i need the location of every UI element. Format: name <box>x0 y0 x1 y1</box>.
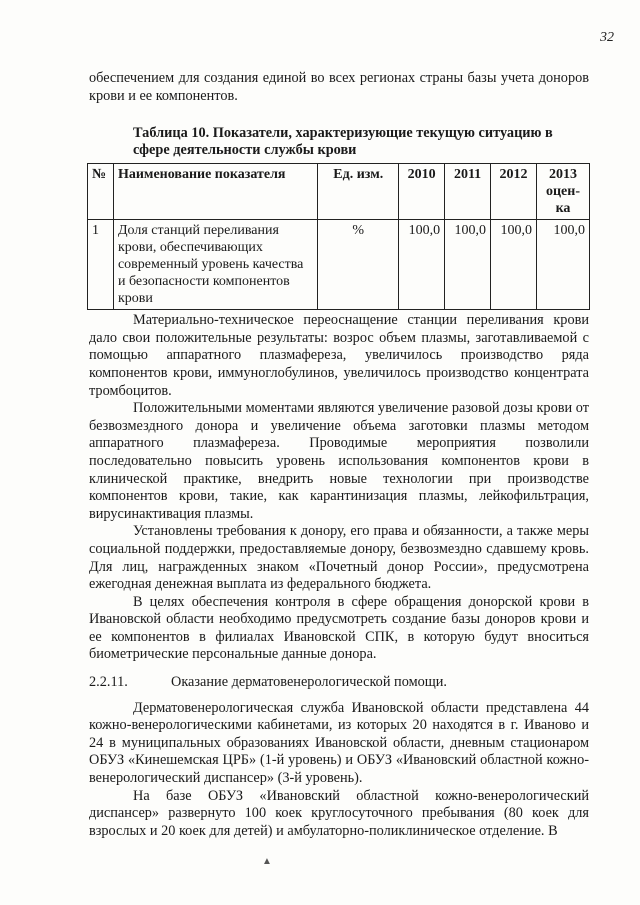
intro-paragraph: обеспечением для создания единой во всех регионах страны базы учета доноров крови и ее компонентов. <box>89 70 589 104</box>
document-body <box>89 70 589 840</box>
paragraph: Положительными моментами являются увеличение разовой дозы крови от безвозмездного донора и увеличение объема заготовки плазмы методом аппаратного плазмафереза. Проводимые мероприятия позволили последовательно повысить уровень использования компонентов крови в клинической практике, внедрить новые технологии при производстве компонентов крови, такие, как карантинизация плазмы, лейкофильтрация, вирусинактивация плазмы. <box>89 400 589 522</box>
indicators-table <box>87 163 590 310</box>
paragraph: Дерматовенерологическая служба Ивановской области представлена 44 кожно-венерологическими кабинетами, из которых 20 находятся в г. Иваново и 24 в муниципальных образованиях Ивановской области, дневным стационаром ОБУЗ «Кинешемская ЦРБ» (1-й уровень) и ОБУЗ «Ивановский областной кожно-венерологический диспансер» (3-й уровень). <box>89 699 589 787</box>
table-header-row <box>88 164 590 220</box>
header-2012: 2012 <box>491 164 537 220</box>
section-number: 2.2.11. <box>89 674 128 691</box>
row-value-2010: 100,0 <box>399 220 445 310</box>
header-number: № <box>88 164 114 220</box>
paragraph: На базе ОБУЗ «Ивановский областной кожно-венерологический диспансер» развернуто 100 коек круглосуточного пребывания (80 коек для взрослых и 20 коек для детей) и амбулаторно-поликлиническое отделение. В <box>89 787 589 839</box>
row-value-2011: 100,0 <box>445 220 491 310</box>
header-indicator-name: Наименование показателя <box>113 164 317 220</box>
table-caption: Таблица 10. Показатели, характеризующие текущую ситуацию в сфере деятельности службы крови <box>133 125 553 159</box>
section-heading <box>89 674 589 692</box>
header-unit: Ед. изм. <box>318 164 399 220</box>
scan-mark-icon: ▲ <box>262 856 272 867</box>
page-number: 32 <box>600 30 614 45</box>
row-value-2012: 100,0 <box>491 220 537 310</box>
header-2011: 2011 <box>445 164 491 220</box>
header-2013-estimate: 2013 оцен-ка <box>536 164 589 220</box>
paragraph: Установлены требования к донору, его права и обязанности, а также меры социальной поддержки, предоставляемые донору, безвозмездно сдавшему кровь. Для лиц, награжденных знаком «Почетный донор России», предусмотрена ежегодная денежная выплата из федерального бюджета. <box>89 523 589 593</box>
row-value-2013: 100,0 <box>536 220 589 310</box>
paragraph: Материально-техническое переоснащение станции переливания крови дало свои положительные результаты: возрос объем плазмы, заготавливаемой с помощью аппаратного плазмафереза, увеличилось производство ряда компонентов крови, иммуноглобулинов, увеличилось производство концентрата тромбоцитов. <box>89 312 589 399</box>
paragraph: В целях обеспечения контроля в сфере обращения донорской крови в Ивановской области необходимо предусмотреть создание базы доноров крови и ее компонентов в филиалах Ивановской СПК, в которую будут вноситься биометрические персональные данные донора. <box>89 593 589 663</box>
section-title: Оказание дерматовенерологической помощи. <box>171 674 448 691</box>
row-unit: % <box>318 220 399 310</box>
header-2010: 2010 <box>399 164 445 220</box>
row-number: 1 <box>88 220 114 310</box>
table-row <box>88 220 590 310</box>
row-indicator-name: Доля станций переливания крови, обеспечивающих современный уровень качества и безопасности компонентов крови <box>113 220 317 310</box>
